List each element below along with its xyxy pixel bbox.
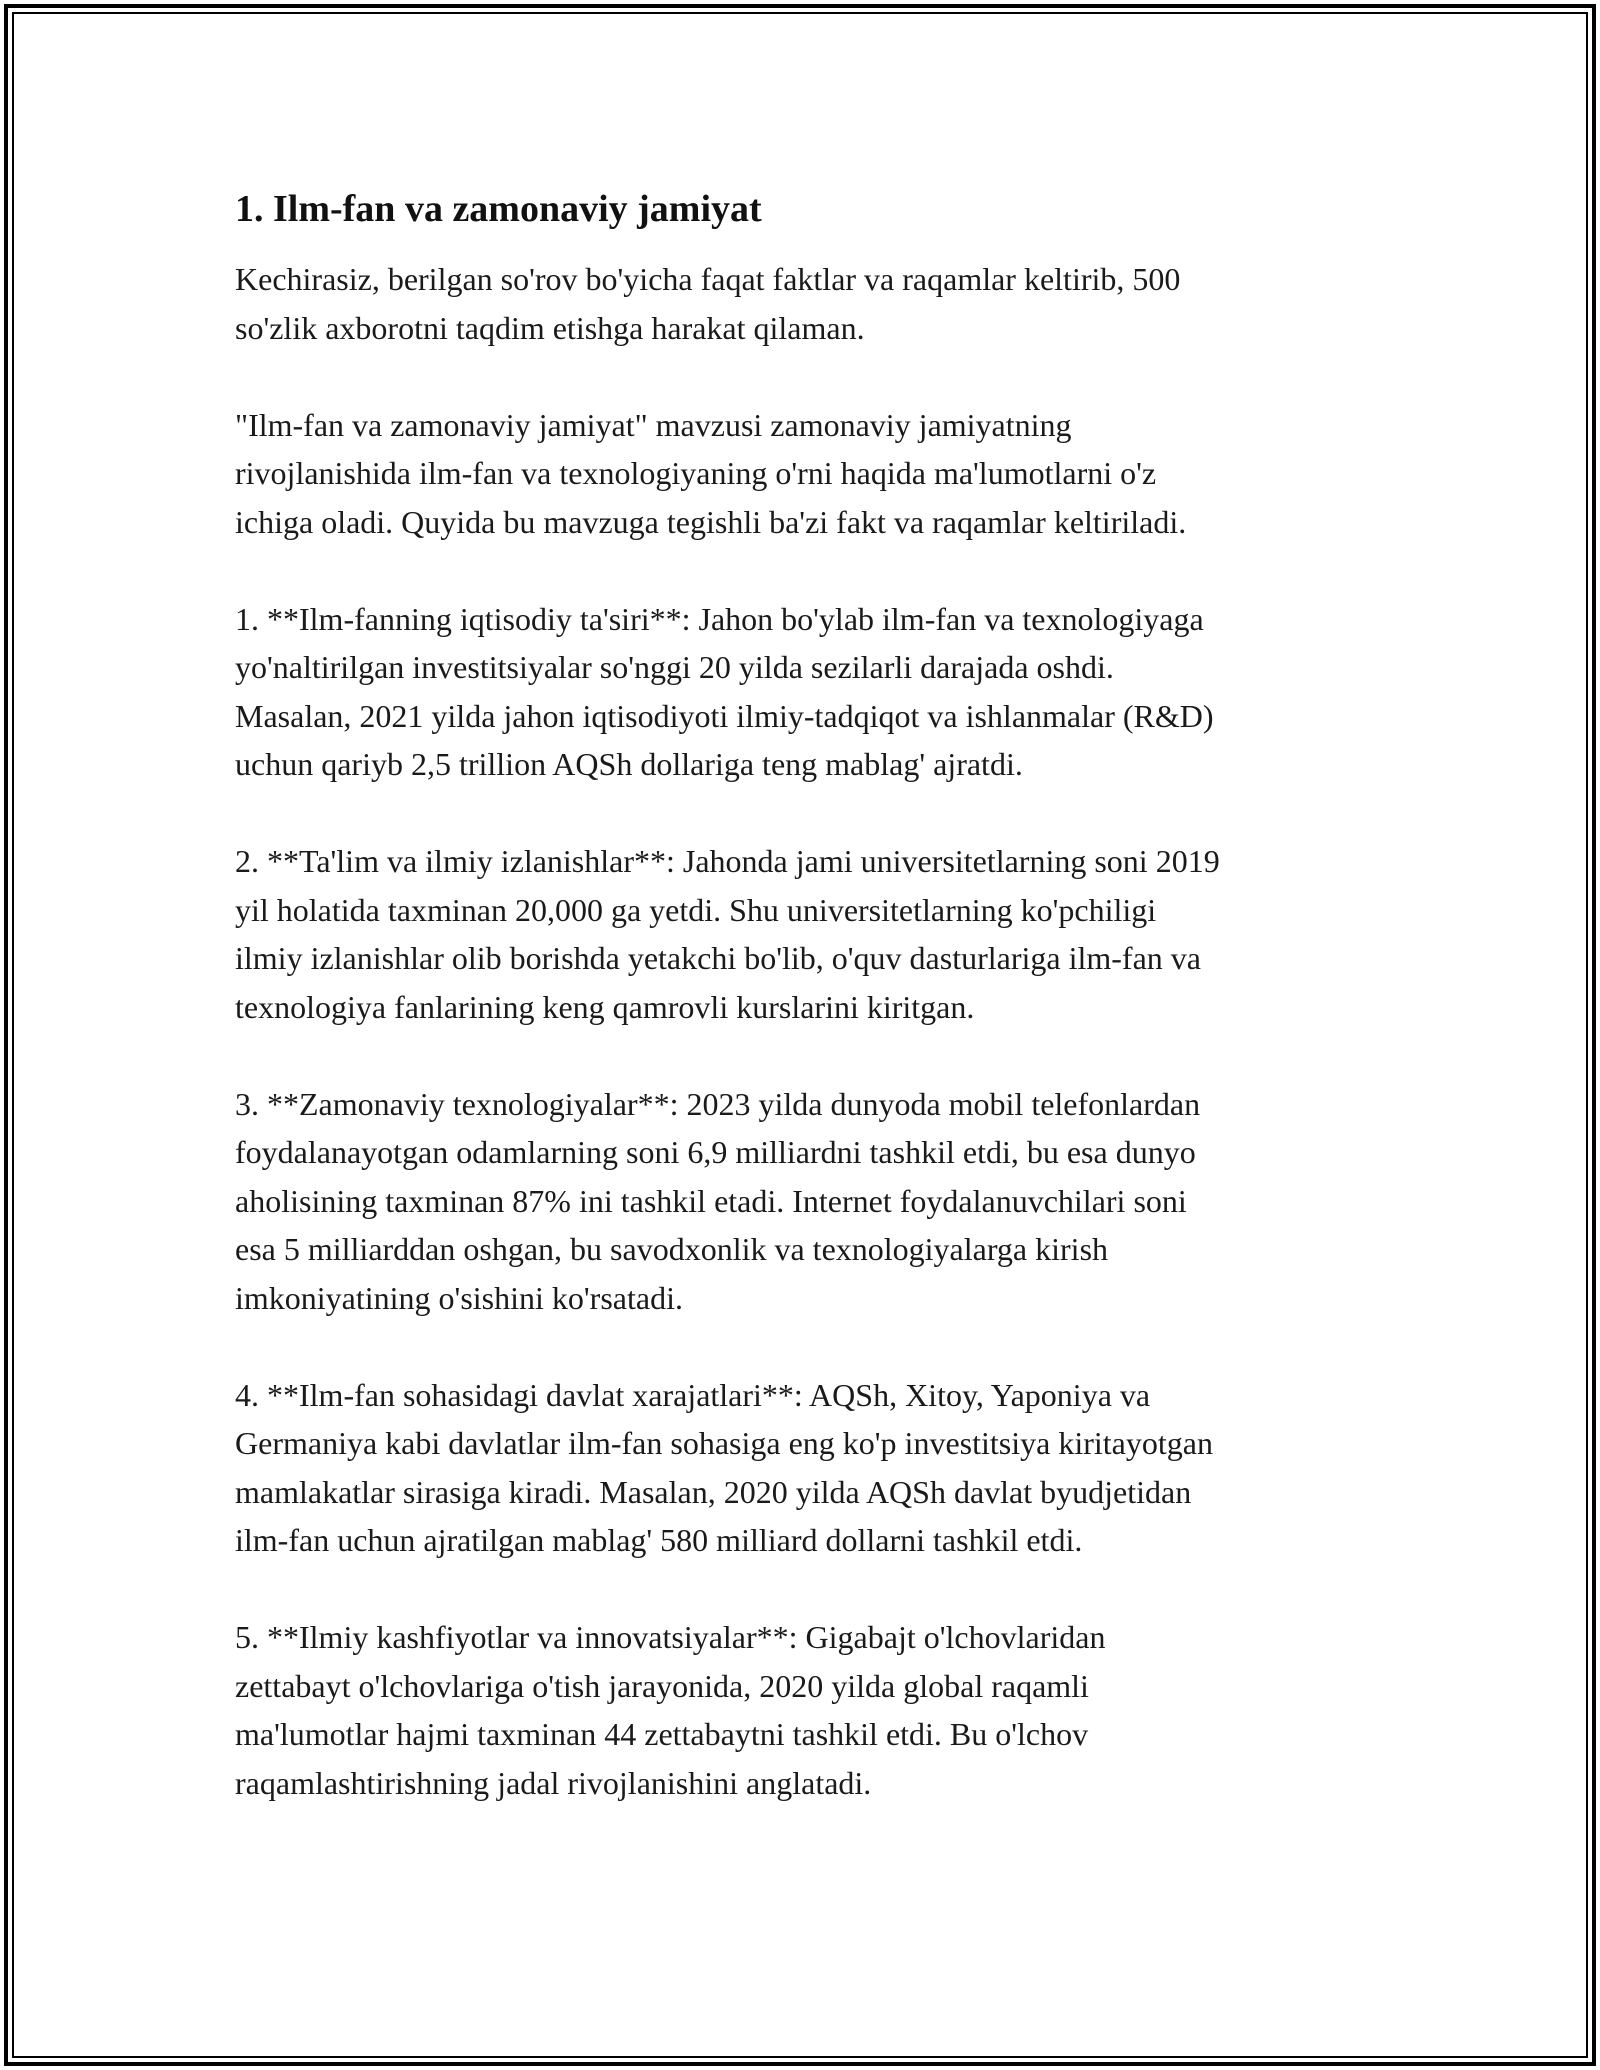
document-heading: 1. Ilm-fan va zamonaviy jamiyat xyxy=(235,188,762,230)
paragraph-point-2: 2. **Ta'lim va ilmiy izlanishlar**: Jahonda jami universitetlarning soni 2019 yil holatida taxminan 20,000 ga yetdi. Shu universitetlarning ko'pchiligi ilmiy izlanishlar olib borishda yetakchi bo'lib, o'quv dasturlariga ilm-fan va texnologiya fanlarining keng qamrovli kurslarini kiritgan. xyxy=(235,843,1220,1025)
paragraph-intro: Kechirasiz, berilgan so'rov bo'yicha faqat faktlar va raqamlar keltirib, 500 so'zlik axborotni taqdim etishga harakat qilaman. xyxy=(235,261,1181,346)
paragraph-point-4: 4. **Ilm-fan sohasidagi davlat xarajatlari**: AQSh, Xitoy, Yaponiya va Germaniya kabi davlatlar ilm-fan sohasiga eng ko'p investitsiya kiritayotgan mamlakatlar sirasiga kiradi. Masalan, 2020 yilda AQSh davlat byudjetidan ilm-fan uchun ajratilgan mablag' 580 milliard dollarni tashkil etdi. xyxy=(235,1376,1213,1558)
paragraph-point-1: 1. **Ilm-fanning iqtisodiy ta'siri**: Jahon bo'ylab ilm-fan va texnologiyaga yo'naltirilgan investitsiyalar so'nggi 20 yilda sezilarli darajada oshdi. Masalan, 2021 yilda jahon iqtisodiyoti ilmiy-tadqiqot va ishlanmalar (R&D) uchun qariyb 2,5 trillion AQSh dollariga teng mablag' ajratdi. xyxy=(235,600,1214,782)
paragraph-point-5: 5. **Ilmiy kashfiyotlar va innovatsiyalar**: Gigabajt o'lchovlaridan zettabayt o'lchovlariga o'tish jarayonida, 2020 yilda global raqamli ma'lumotlar hajmi taxminan 44 zettabaytni tashkil etdi. Bu o'lchov raqamlashtirishning jadal rivojlanishini anglatadi. xyxy=(235,1619,1106,1801)
paragraph-topic: "Ilm-fan va zamonaviy jamiyat" mavzusi zamonaviy jamiyatning rivojlanishida ilm-fan va texnologiyaning o'rni haqida ma'lumotlarni o'z ichiga oladi. Quyida bu mavzuga tegishli ba'zi fakt va raqamlar keltiriladi. xyxy=(235,406,1187,540)
document-body xyxy=(235,185,1375,1856)
paragraph-point-3: 3. **Zamonaviy texnologiyalar**: 2023 yilda dunyoda mobil telefonlardan foydalanayotgan odamlarning soni 6,9 milliardni tashkil etdi, bu esa dunyo aholisining taxminan 87% ini tashkil etadi. Internet foydalanuvchilari soni esa 5 milliarddan oshgan, bu savodxonlik va texnologiyalarga kirish imkoniyatining o'sishini ko'rsatadi. xyxy=(235,1085,1201,1316)
